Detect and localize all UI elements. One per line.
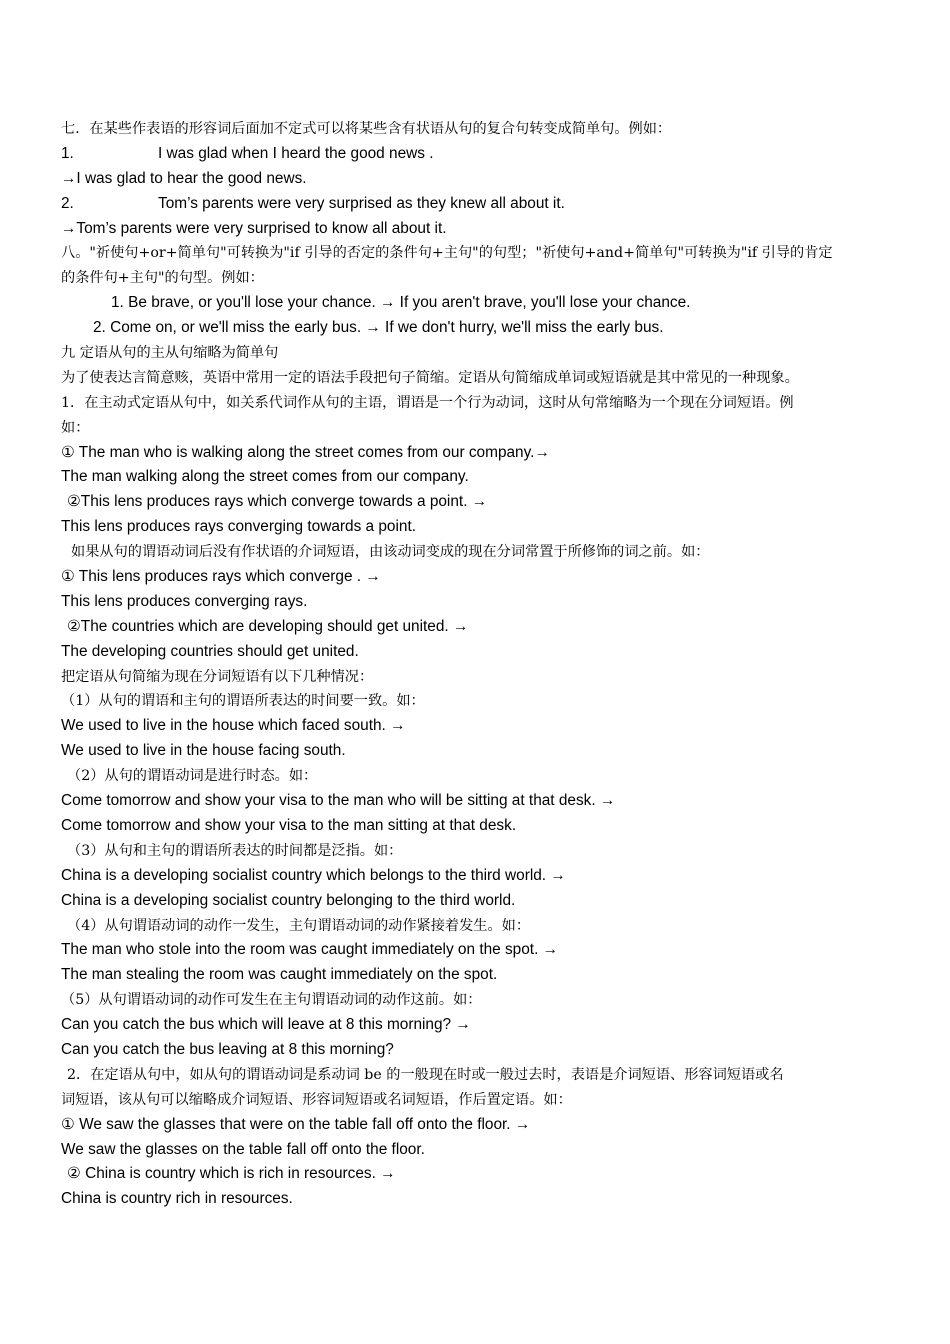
text-line: 九 定语从句的主从句缩略为简单句 xyxy=(61,345,279,362)
text-line: 如果从句的谓语动词后没有作状语的介词短语，由该动词变成的现在分词常置于所修饰的词之前。如： xyxy=(71,544,710,561)
line-number: 2. xyxy=(61,194,74,212)
text-line xyxy=(61,142,923,167)
text-line: We used to live in the house which faced south. → xyxy=(61,717,406,735)
text-line: China is a developing socialist country belonging to the third world. xyxy=(61,891,516,909)
text-line: The man walking along the street comes from our company. xyxy=(61,468,469,486)
text-line: ① This lens produces rays which converge . → xyxy=(61,568,381,586)
text-line: This lens produces rays converging towards a point. xyxy=(61,518,417,536)
text-line: The developing countries should get united. xyxy=(61,642,359,660)
text-line: We saw the glasses on the table fall off onto the floor. xyxy=(61,1140,425,1158)
document-body xyxy=(61,117,923,1212)
text-line: We used to live in the house facing south. xyxy=(61,742,346,760)
text-line: 的条件句+主句"的句型。例如： xyxy=(61,270,264,287)
text-line: The man stealing the room was caught immediately on the spot. xyxy=(61,966,498,984)
text-line xyxy=(61,192,923,217)
text-line: 七．在某些作表语的形容词后面加不定式可以将某些含有状语从句的复合句转变成简单句。例如： xyxy=(61,121,672,137)
text-line: 2．在定语从句中，如从句的谓语动词是系动词 be 的一般现在时或一般过去时，表语是介词短语、形容词短语或名 xyxy=(67,1066,784,1083)
text-line: （1）从句的谓语和主句的谓语所表达的时间要一致。如： xyxy=(61,693,425,710)
text-line: （3）从句和主句的谓语所表达的时间都是泛指。如： xyxy=(67,842,403,859)
text-line: Can you catch the bus which will leave at 8 this morning? → xyxy=(61,1016,471,1034)
text-line: Come tomorrow and show your visa to the man who will be sitting at that desk. → xyxy=(61,792,616,810)
text-line: 把定语从句简缩为现在分词短语有以下几种情况： xyxy=(61,668,374,685)
text-line: 1．在主动式定语从句中，如关系代词作从句的主语，谓语是一个行为动词，这时从句常缩略为一个现在分词短语。例 xyxy=(61,394,794,411)
line-number: 1. xyxy=(61,144,74,162)
text-line: This lens produces converging rays. xyxy=(61,592,308,610)
text-line: The man who stole into the room was caught immediately on the spot. → xyxy=(61,941,559,959)
text-line: （4）从句谓语动词的动作一发生，主句谓语动词的动作紧接着发生。如： xyxy=(67,917,531,934)
text-line: 为了使表达言简意赅，英语中常用一定的语法手段把句子简缩。定语从句简缩成单词或短语就是其中常见的一种现象。 xyxy=(61,369,799,386)
line-text: Tom’s parents were very surprised as they knew all about it. xyxy=(158,194,565,212)
text-line: 词短语，该从句可以缩略成介词短语、形容词短语或名词短语，作后置定语。如： xyxy=(61,1091,572,1108)
text-line: China is country rich in resources. xyxy=(61,1190,293,1208)
text-line: （2）从句的谓语动词是进行时态。如： xyxy=(67,768,318,785)
text-line: （5）从句谓语动词的动作可发生在主句谓语动词的动作这前。如： xyxy=(61,992,482,1009)
text-line: ②The countries which are developing should get united. → xyxy=(67,617,469,635)
text-line: ① The man who is walking along the street comes from our company.→ xyxy=(61,443,550,461)
line-text: I was glad when I heard the good news . xyxy=(158,144,434,162)
text-line: 1. Be brave, or you'll lose your chance. → If you aren't brave, you'll lose your chance. xyxy=(111,294,691,312)
text-line: ① We saw the glasses that were on the table fall off onto the floor. → xyxy=(61,1115,531,1133)
text-line: ② China is country which is rich in resources. → xyxy=(67,1165,396,1183)
text-line: 八。"祈使句+or+简单句"可转换为"if 引导的否定的条件句+主句"的句型；"祈使句+and+简单句"可转换为"if 引导的肯定 xyxy=(61,245,833,262)
text-line: 2. Come on, or we'll miss the early bus. → If we don't hurry, we'll miss the early bus. xyxy=(93,319,664,337)
text-line: 如： xyxy=(61,419,90,436)
text-line: Can you catch the bus leaving at 8 this morning? xyxy=(61,1040,394,1058)
text-line: ②This lens produces rays which converge towards a point. → xyxy=(67,493,488,511)
text-line: →I was glad to hear the good news. xyxy=(61,169,307,187)
text-line: →Tom’s parents were very surprised to know all about it. xyxy=(61,219,447,237)
text-line: Come tomorrow and show your visa to the man sitting at that desk. xyxy=(61,816,517,834)
text-line: China is a developing socialist country which belongs to the third world. → xyxy=(61,866,566,884)
